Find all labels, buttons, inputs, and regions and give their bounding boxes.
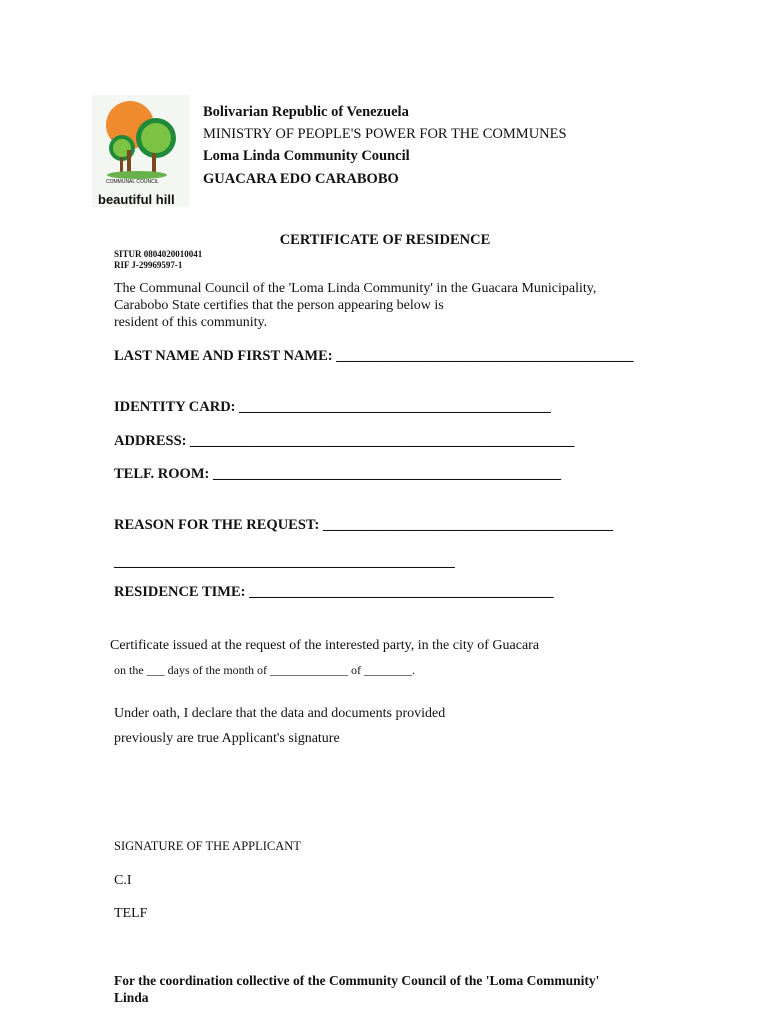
issued-line-1: Certificate issued at the request of the interested party, in the city of Guacara [110,638,540,653]
intro-line-2: Carabobo State certifies that the person appearing below is [114,298,444,313]
signature-ci: C.I [114,873,132,888]
logo-small-text: COMMUNAL COUNCIL [106,179,159,185]
issued-line-2: on the ___ days of the month of _____________ of ________. [114,663,415,677]
header-line-location: GUACARA EDO CARABOBO [203,171,399,187]
community-logo [92,95,190,207]
field-telf-room: TELF. ROOM: ________________________________________________ [114,466,561,482]
header-line-council: Loma Linda Community Council [203,148,410,164]
field-residence-time: RESIDENCE TIME: __________________________________________ [114,584,554,600]
field-name: LAST NAME AND FIRST NAME: _________________________________________ [114,348,634,364]
field-address: ADDRESS: _____________________________________________________ [114,433,575,449]
logo-name: beautiful hill [98,192,175,207]
header-line-ministry: MINISTRY OF PEOPLE'S POWER FOR THE COMMUNES [203,126,567,142]
field-reason: REASON FOR THE REQUEST: ________________________________________ [114,517,613,533]
tree-logo-icon [92,95,190,207]
signature-telf: TELF [114,906,148,921]
oath-line-2: previously are true Applicant's signature [114,731,340,746]
field-identity-card: IDENTITY CARD: ___________________________________________ [114,399,551,415]
oath-line-1: Under oath, I declare that the data and documents provided [114,706,446,721]
intro-line-1: The Communal Council of the 'Loma Linda Community' in the Guacara Municipality, [114,281,597,296]
rif-code: RIF J-29969597-1 [114,260,183,270]
header-line-republic: Bolivarian Republic of Venezuela [203,104,409,120]
footer-line-2: Linda [114,990,149,1005]
footer-line-1: For the coordination collective of the Community Council of the 'Loma Community' [114,973,600,988]
document-title: CERTIFICATE OF RESIDENCE [279,232,491,248]
situr-code: SITUR 0804020010041 [114,249,203,259]
field-reason-continued: _______________________________________________ [114,554,455,570]
signature-label: SIGNATURE OF THE APPLICANT [114,839,301,853]
intro-line-3: resident of this community. [114,315,268,330]
